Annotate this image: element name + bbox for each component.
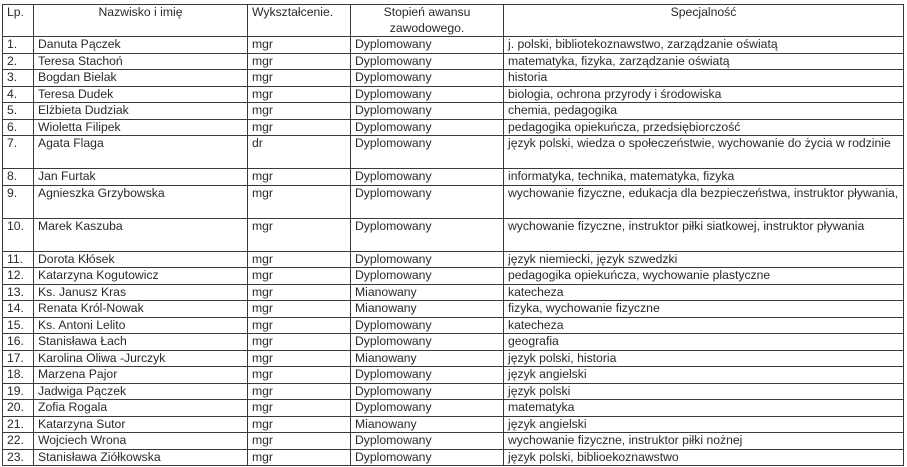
row-number-cell: 21. <box>3 416 34 433</box>
teacher-name-cell: Karolina Oliwa -Jurczyk <box>34 350 248 367</box>
teacher-name-cell: Stanisława Ziółkowska <box>34 449 248 466</box>
education-degree-cell: mgr <box>248 400 351 417</box>
table-row <box>3 218 904 251</box>
teacher-name-cell: Stanisława Łach <box>34 334 248 351</box>
promotion-rank-cell: Dyplomowany <box>351 367 504 384</box>
education-degree-cell: mgr <box>248 383 351 400</box>
specialty-cell: język angielski <box>504 367 904 384</box>
row-number-cell: 12. <box>3 268 34 285</box>
specialty-cell: fizyka, wychowanie fizyczne <box>504 301 904 318</box>
promotion-rank-cell: Dyplomowany <box>351 268 504 285</box>
header-rank: Stopień awansu zawodowego. <box>351 5 504 37</box>
row-number-cell: 11. <box>3 251 34 268</box>
education-degree-cell: mgr <box>248 317 351 334</box>
teacher-name-cell: Jan Furtak <box>34 169 248 186</box>
row-number-cell: 16. <box>3 334 34 351</box>
specialty-cell: matematyka <box>504 400 904 417</box>
education-degree-cell: mgr <box>248 86 351 103</box>
promotion-rank-cell: Mianowany <box>351 301 504 318</box>
promotion-rank-cell: Dyplomowany <box>351 317 504 334</box>
teacher-name-cell: Wojciech Wrona <box>34 433 248 450</box>
specialty-cell: wychowanie fizyczne, instruktor piłki nożnej <box>504 433 904 450</box>
teacher-name-cell: Ks. Antoni Lelito <box>34 317 248 334</box>
specialty-cell: pedagogika opiekuńcza, wychowanie plastyczne <box>504 268 904 285</box>
table-row <box>3 301 904 318</box>
specialty-cell: język polski, biblioekoznawstwo <box>504 449 904 466</box>
teacher-name-cell: Agnieszka Grzybowska <box>34 185 248 218</box>
promotion-rank-cell: Dyplomowany <box>351 70 504 87</box>
row-number-cell: 4. <box>3 86 34 103</box>
education-degree-cell: mgr <box>248 284 351 301</box>
table-row <box>3 334 904 351</box>
promotion-rank-cell: Dyplomowany <box>351 218 504 251</box>
promotion-rank-cell: Dyplomowany <box>351 185 504 218</box>
education-degree-cell: mgr <box>248 119 351 136</box>
promotion-rank-cell: Dyplomowany <box>351 383 504 400</box>
table-row <box>3 433 904 450</box>
staff-table <box>2 4 904 466</box>
row-number-cell: 22. <box>3 433 34 450</box>
row-number-cell: 13. <box>3 284 34 301</box>
table-row <box>3 400 904 417</box>
promotion-rank-cell: Dyplomowany <box>351 334 504 351</box>
education-degree-cell: mgr <box>248 37 351 54</box>
specialty-cell: matematyka, fizyka, zarządzanie oświatą <box>504 53 904 70</box>
header-lp: Lp. <box>3 5 34 37</box>
education-degree-cell: mgr <box>248 301 351 318</box>
table-row <box>3 136 904 169</box>
table-row <box>3 119 904 136</box>
row-number-cell: 14. <box>3 301 34 318</box>
table-row <box>3 317 904 334</box>
table-row <box>3 284 904 301</box>
table-row <box>3 367 904 384</box>
row-number-cell: 5. <box>3 103 34 120</box>
specialty-cell: historia <box>504 70 904 87</box>
specialty-cell: język angielski <box>504 416 904 433</box>
specialty-cell: pedagogika opiekuńcza, przedsiębiorczość <box>504 119 904 136</box>
promotion-rank-cell: Mianowany <box>351 284 504 301</box>
table-row <box>3 251 904 268</box>
specialty-cell: język polski, wiedza o społeczeństwie, wychowanie do życia w rodzinie <box>504 136 904 169</box>
teacher-name-cell: Agata Flaga <box>34 136 248 169</box>
education-degree-cell: mgr <box>248 251 351 268</box>
promotion-rank-cell: Dyplomowany <box>351 119 504 136</box>
promotion-rank-cell: Dyplomowany <box>351 86 504 103</box>
education-degree-cell: mgr <box>248 416 351 433</box>
teacher-name-cell: Marek Kaszuba <box>34 218 248 251</box>
specialty-cell: j. polski, bibliotekoznawstwo, zarządzanie oświatą <box>504 37 904 54</box>
row-number-cell: 19. <box>3 383 34 400</box>
specialty-cell: język polski, historia <box>504 350 904 367</box>
education-degree-cell: mgr <box>248 268 351 285</box>
promotion-rank-cell: Dyplomowany <box>351 103 504 120</box>
teacher-name-cell: Katarzyna Sutor <box>34 416 248 433</box>
row-number-cell: 23. <box>3 449 34 466</box>
teacher-name-cell: Teresa Stachoń <box>34 53 248 70</box>
teacher-name-cell: Teresa Dudek <box>34 86 248 103</box>
specialty-cell: biologia, ochrona przyrody i środowiska <box>504 86 904 103</box>
education-degree-cell: mgr <box>248 218 351 251</box>
row-number-cell: 7. <box>3 136 34 169</box>
row-number-cell: 9. <box>3 185 34 218</box>
teacher-name-cell: Jadwiga Pączek <box>34 383 248 400</box>
teacher-name-cell: Wioletta Filipek <box>34 119 248 136</box>
row-number-cell: 6. <box>3 119 34 136</box>
promotion-rank-cell: Dyplomowany <box>351 37 504 54</box>
teacher-name-cell: Renata Król-Nowak <box>34 301 248 318</box>
specialty-cell: katecheza <box>504 317 904 334</box>
teacher-name-cell: Ks. Janusz Kras <box>34 284 248 301</box>
education-degree-cell: mgr <box>248 334 351 351</box>
teacher-name-cell: Bogdan Bielak <box>34 70 248 87</box>
education-degree-cell: mgr <box>248 449 351 466</box>
teacher-name-cell: Elżbieta Dudziak <box>34 103 248 120</box>
specialty-cell: język polski <box>504 383 904 400</box>
specialty-cell: wychowanie fizyczne, edukacja dla bezpieczeństwa, instruktor pływania, <box>504 185 904 218</box>
promotion-rank-cell: Dyplomowany <box>351 53 504 70</box>
specialty-cell: informatyka, technika, matematyka, fizyka <box>504 169 904 186</box>
promotion-rank-cell: Dyplomowany <box>351 136 504 169</box>
table-row <box>3 268 904 285</box>
table-row <box>3 70 904 87</box>
promotion-rank-cell: Mianowany <box>351 416 504 433</box>
teacher-name-cell: Dorota Kłósek <box>34 251 248 268</box>
promotion-rank-cell: Dyplomowany <box>351 251 504 268</box>
table-row <box>3 416 904 433</box>
specialty-cell: wychowanie fizyczne, instruktor piłki siatkowej, instruktor pływania <box>504 218 904 251</box>
specialty-cell: katecheza <box>504 284 904 301</box>
education-degree-cell: mgr <box>248 53 351 70</box>
education-degree-cell: dr <box>248 136 351 169</box>
row-number-cell: 15. <box>3 317 34 334</box>
row-number-cell: 18. <box>3 367 34 384</box>
row-number-cell: 20. <box>3 400 34 417</box>
row-number-cell: 2. <box>3 53 34 70</box>
row-number-cell: 1. <box>3 37 34 54</box>
specialty-cell: język niemiecki, język szwedzki <box>504 251 904 268</box>
education-degree-cell: mgr <box>248 367 351 384</box>
table-row <box>3 37 904 54</box>
table-row <box>3 449 904 466</box>
teacher-name-cell: Zofia Rogala <box>34 400 248 417</box>
table-row <box>3 383 904 400</box>
table-row <box>3 185 904 218</box>
promotion-rank-cell: Dyplomowany <box>351 449 504 466</box>
promotion-rank-cell: Dyplomowany <box>351 400 504 417</box>
teacher-name-cell: Marzena Pajor <box>34 367 248 384</box>
education-degree-cell: mgr <box>248 350 351 367</box>
teacher-name-cell: Danuta Pączek <box>34 37 248 54</box>
education-degree-cell: mgr <box>248 103 351 120</box>
header-education: Wykształcenie. <box>248 5 351 37</box>
header-specialty: Specjalność <box>504 5 904 37</box>
specialty-cell: chemia, pedagogika <box>504 103 904 120</box>
table-row <box>3 350 904 367</box>
header-name: Nazwisko i imię <box>34 5 248 37</box>
specialty-cell: geografia <box>504 334 904 351</box>
table-row <box>3 169 904 186</box>
education-degree-cell: mgr <box>248 169 351 186</box>
header-row <box>3 5 904 37</box>
promotion-rank-cell: Dyplomowany <box>351 433 504 450</box>
row-number-cell: 17. <box>3 350 34 367</box>
row-number-cell: 8. <box>3 169 34 186</box>
table-row <box>3 103 904 120</box>
promotion-rank-cell: Dyplomowany <box>351 169 504 186</box>
education-degree-cell: mgr <box>248 70 351 87</box>
teacher-name-cell: Katarzyna Kogutowicz <box>34 268 248 285</box>
promotion-rank-cell: Mianowany <box>351 350 504 367</box>
row-number-cell: 3. <box>3 70 34 87</box>
table-row <box>3 53 904 70</box>
education-degree-cell: mgr <box>248 185 351 218</box>
education-degree-cell: mgr <box>248 433 351 450</box>
table-row <box>3 86 904 103</box>
row-number-cell: 10. <box>3 218 34 251</box>
